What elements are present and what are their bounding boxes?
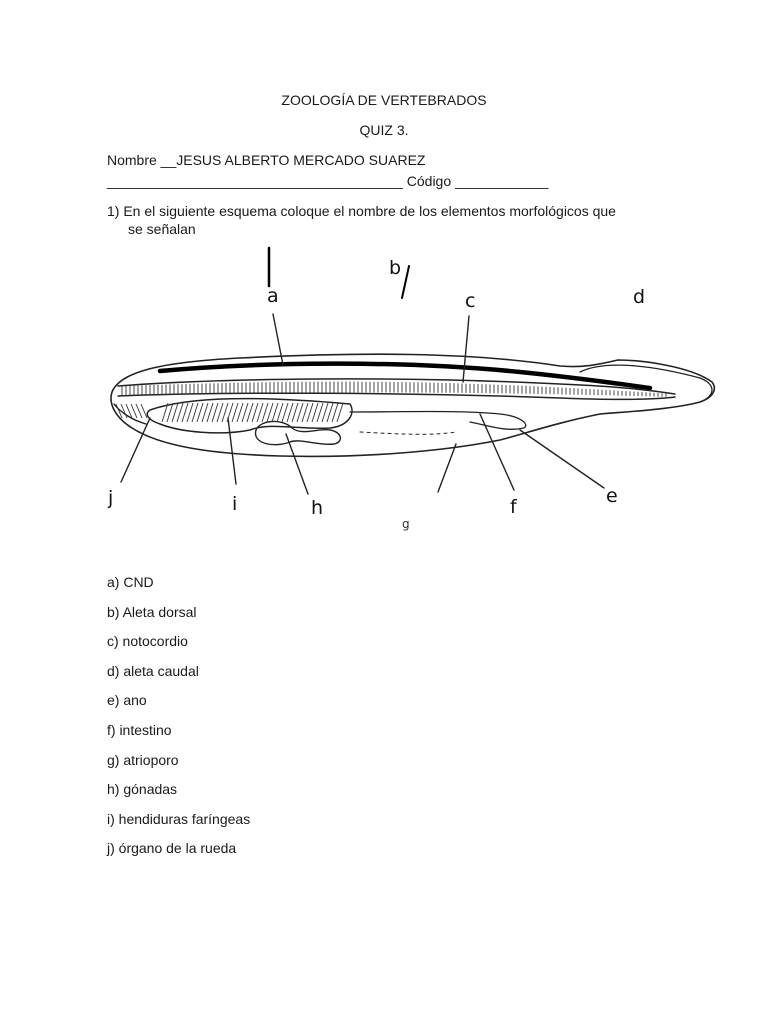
answer-b: b) Aleta dorsal [107, 603, 197, 620]
answer-i: i) hendiduras faríngeas [107, 810, 251, 827]
label-j: j [108, 487, 114, 509]
course-title: ZOOLOGÍA DE VERTEBRADOS [281, 92, 487, 108]
label-d: d [633, 286, 646, 308]
label-i: i [232, 493, 238, 515]
answer-f: f) intestino [107, 721, 172, 738]
answer-g: g) atrioporo [107, 751, 179, 768]
label-h: h [311, 497, 324, 519]
label-g: g [402, 517, 410, 531]
answer-d: d) aleta caudal [107, 662, 199, 679]
answer-c: c) notocordio [107, 633, 188, 650]
question-line-1: 1) En el siguiente esquema coloque el nombre de los elementos morfológicos que [107, 203, 616, 219]
answer-h: h) gónadas [107, 781, 178, 798]
answer-j: j) órgano de la rueda [107, 840, 237, 857]
intestine [350, 412, 526, 430]
leader-a [273, 314, 283, 365]
leader-j [121, 418, 150, 482]
answer-list [107, 573, 250, 869]
leader-f [480, 414, 514, 490]
answer-e: e) ano [107, 692, 147, 709]
leader-g [438, 444, 456, 492]
leader-c [463, 316, 469, 382]
quiz-title: QUIZ 3. [359, 122, 409, 138]
leader-b [402, 266, 409, 298]
label-c: c [465, 290, 476, 312]
label-b: b [389, 257, 402, 279]
caudal-fin [580, 365, 712, 402]
leader-h [286, 434, 308, 494]
leader-i [228, 418, 236, 484]
label-e: e [606, 485, 618, 507]
gonads [256, 421, 341, 444]
amphioxus-diagram [0, 240, 768, 540]
label-f: f [510, 496, 517, 518]
student-name-line: Nombre __JESUS ALBERTO MERCADO SUAREZ [107, 152, 426, 168]
question-line-2: se señalan [128, 221, 196, 237]
label-a: a [267, 285, 279, 307]
atrium-line [360, 432, 456, 434]
answer-a: a) CND [107, 574, 154, 590]
leader-e [520, 430, 604, 488]
student-code-line: ______________________________________ Código ____________ [107, 173, 549, 189]
